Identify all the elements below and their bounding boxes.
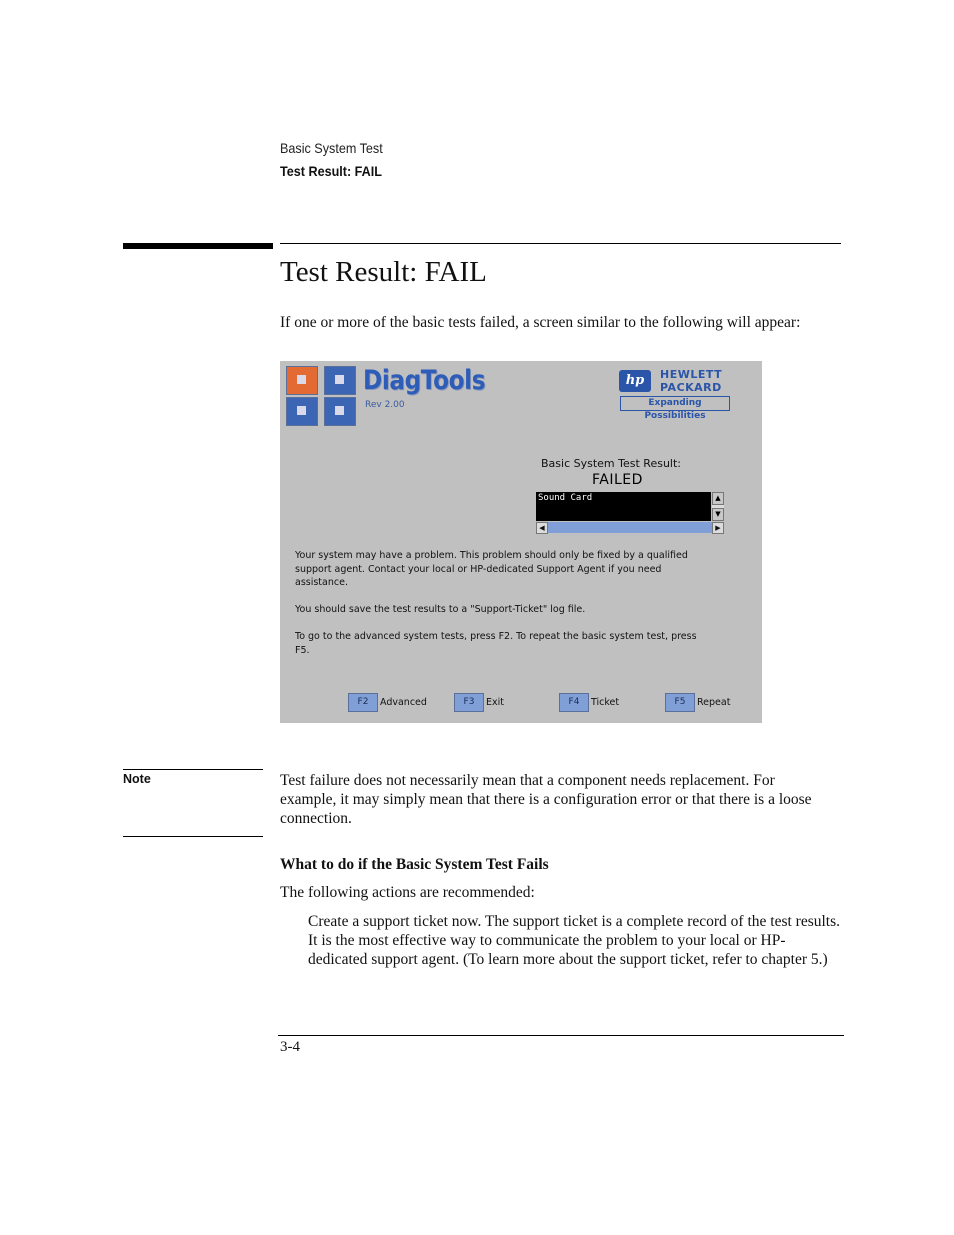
intro-paragraph: If one or more of the basic tests failed, a screen similar to the following will appear: — [280, 314, 801, 331]
message-problem: Your system may have a problem. This problem should only be fixed by a qualified support agent. Contact your local or HP-dedicated Support Agent if you need assistance. — [295, 550, 688, 588]
vendor-name-line1: HEWLETT — [660, 368, 723, 381]
note-rule-bottom — [123, 836, 263, 837]
page-heading: Test Result: FAIL — [280, 256, 487, 288]
message-navigation: To go to the advanced system tests, press F2. To repeat the basic system test, press F5. — [295, 631, 697, 656]
failed-tests-list[interactable] — [536, 492, 711, 521]
logo-square-icon — [286, 366, 318, 395]
hp-logo-icon: hp — [619, 370, 651, 392]
list-item[interactable]: Sound Card — [538, 493, 593, 503]
recommendation-text: Create a support ticket now. The support ticket is a complete record of the test results. It is the most effective way to communicate the problem to your local or HP-dedicated support agent. (To learn more about the support ticket, refer to chapter 5.) — [308, 913, 841, 968]
heading-rule-thick — [123, 243, 273, 249]
message-save-ticket: You should save the test results to a "Support-Ticket" log file. — [295, 604, 586, 615]
result-label: Basic System Test Result: — [541, 457, 681, 470]
note-rule-top — [123, 769, 263, 770]
app-name: DiagTools — [363, 365, 486, 396]
f2-key-button[interactable]: F2 — [348, 693, 378, 712]
heading-rule-thin — [280, 243, 841, 244]
note-text: Test failure does not necessarily mean that a component needs replacement. For example, it may simply mean that there is a configuration error or that there is a loose connection. — [280, 772, 812, 827]
f5-key-button[interactable]: F5 — [665, 693, 695, 712]
running-header-section: Basic System Test — [280, 140, 383, 156]
f3-key-label: Exit — [486, 697, 504, 708]
recommendation-intro: The following actions are recommended: — [280, 884, 535, 901]
section-subheading: What to do if the Basic System Test Fails — [280, 856, 549, 873]
result-value: FAILED — [592, 472, 643, 488]
logo-square-icon — [324, 366, 356, 395]
note-label: Note — [123, 772, 151, 786]
page-number: 3-4 — [280, 1039, 300, 1055]
vertical-scrollbar[interactable] — [712, 492, 724, 521]
horizontal-scrollbar[interactable] — [536, 522, 724, 533]
diagtools-screenshot — [280, 361, 762, 723]
logo-square-icon — [324, 397, 356, 426]
footer-rule — [278, 1035, 844, 1036]
app-revision: Rev 2.00 — [365, 400, 405, 410]
f5-key-label: Repeat — [697, 697, 731, 708]
vendor-tagline: Expanding Possibilities — [620, 396, 730, 411]
vendor-name-line2: PACKARD — [660, 381, 722, 394]
f2-key-label: Advanced — [380, 697, 427, 708]
f3-key-button[interactable]: F3 — [454, 693, 484, 712]
scroll-left-icon[interactable]: ◀ — [536, 522, 548, 534]
scroll-up-icon[interactable]: ▲ — [712, 492, 724, 505]
scroll-down-icon[interactable]: ▼ — [712, 508, 724, 521]
f4-key-label: Ticket — [591, 697, 620, 708]
f4-key-button[interactable]: F4 — [559, 693, 589, 712]
logo-square-icon — [286, 397, 318, 426]
running-header-title: Test Result: FAIL — [280, 163, 382, 179]
scroll-right-icon[interactable]: ▶ — [712, 522, 724, 534]
